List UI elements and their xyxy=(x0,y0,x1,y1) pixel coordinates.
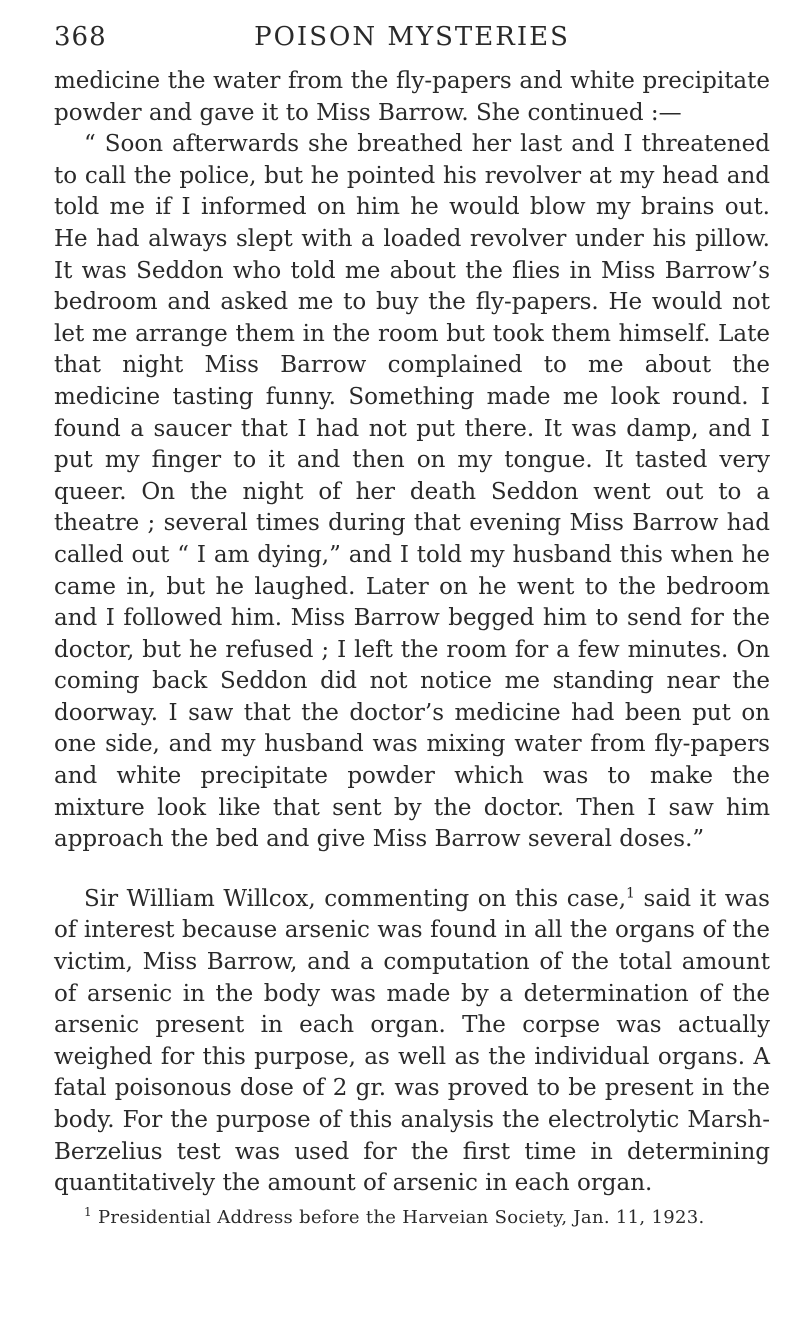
paragraph-willcox-start: Sir William Willcox, commenting on this case, xyxy=(84,885,627,912)
paragraph-continued: medicine the water from the fly-papers and white precipitate powder and gave it to Miss Barrow. She continued :— xyxy=(54,68,770,126)
footnote-mark: 1 xyxy=(84,1204,92,1219)
page-header xyxy=(54,18,770,56)
footnote-text: Presidential Address before the Harveian Society, Jan. 11, 1923. xyxy=(91,1206,705,1228)
footnote xyxy=(54,1206,770,1230)
body-text xyxy=(54,66,770,1200)
paragraph-willcox xyxy=(54,884,770,1200)
paragraph-quote: “ Soon afterwards she breathed her last and I threatened to call the police, but he pointed his revolver at my head and told me if I informed on him he would blow my brains out. He had always slept with a loaded revolver under his pillow. It was Seddon who told me about the flies in Miss Barrow’s bedroom and asked me to buy the fly-papers. He would not let me arrange them in the room but took them himself. Late that night Miss Barrow complained to me about the medicine tasting funny. Something made me look round. I found a saucer that I had not put there. It was damp, and I put my finger to it and then on my tongue. It tasted very queer. On the night of her death Seddon went out to a theatre ; several times during that evening Miss Barrow had called out “ I am dying,” and I told my husband this when he came in, but he laughed. Later on he went to the bedroom and I followed him. Miss Barrow begged him to send for the doctor, but he refused ; I left the room for a few minutes. On coming back Seddon did not notice me standing near the doorway. I saw that the doctor’s medicine had been put on one side, and my husband was mixing water from fly-papers and white precipitate powder which was to make the mixture look like that sent by the doctor. Then I saw him approach the bed and give Miss Barrow several doses.” xyxy=(54,131,770,853)
page-number: 368 xyxy=(54,22,107,52)
paragraph-willcox-rest: said it was of interest because arsenic was found in all the organs of the victim, Miss Barrow, and a computation of the total amount of arsenic in the body was made by a determination of the arsenic present in each organ. The corpse was actually weighed for this purpose, as well as the individual organs. A fatal poisonous dose of 2 gr. was proved to be present in the body. For the purpose of this analysis the electrolytic Marsh-Berzelius test was used for the first time in determining quantitatively the amount of arsenic in each organ. xyxy=(54,885,770,1197)
running-head: POISON MYSTERIES xyxy=(254,22,570,52)
book-page xyxy=(54,18,770,1230)
footnote-reference: 1 xyxy=(626,885,635,902)
